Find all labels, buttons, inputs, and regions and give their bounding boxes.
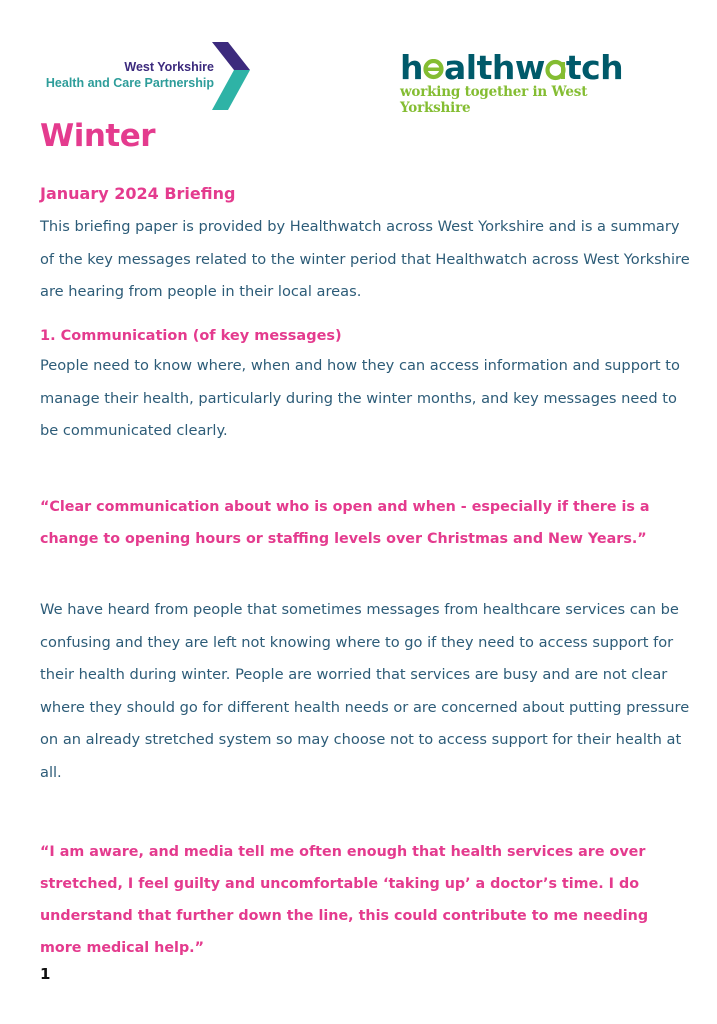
speech-bubble-e-icon (423, 52, 444, 74)
confusing-messages-paragraph: We have heard from people that sometimes messages from healthcare services can be confusing and they are left not knowing where to go if they need to access support for their health during winter. People are worried that services are busy and are not clear where they should go for different health needs or are concerned about putting pressure on an already stretched system so may choose not to access support for their health at all. (40, 601, 690, 781)
speech-bubble-a-icon (545, 52, 566, 74)
healthwatch-wordmark: h althw tch (400, 48, 624, 87)
healthwatch-logo (400, 48, 660, 116)
quote-health-services-stretched: “I am aware, and media tell me often enough that health services are over stretched, I feel guilty and uncomfortable ‘taking up’ a doctor’s time. I do understand that further down the line, this could contribute to me needing more medical help.” (40, 844, 649, 956)
chevron-logo-icon (208, 42, 253, 112)
wy-logo-line1: West Yorkshire (124, 60, 214, 74)
section-heading-communication: 1. Communication (of key messages) (40, 328, 342, 344)
briefing-intro-paragraph: This briefing paper is provided by Healthwatch across West Yorkshire and is a summary of the key messages related to the winter period that Healthwatch across West Yorkshire are hearing from people in their local areas. (40, 218, 690, 300)
communication-paragraph: People need to know where, when and how they can access information and support to manage their health, particularly during the winter months, and key messages need to be communicated clearly. (40, 357, 680, 439)
page-number: 1 (40, 965, 51, 983)
wy-logo-line2: Health and Care Partnership (45, 76, 214, 90)
west-yorkshire-partnership-logo (38, 42, 253, 112)
page-title: Winter (40, 118, 156, 154)
briefing-heading: January 2024 Briefing (40, 184, 236, 203)
quote-clear-communication: “Clear communication about who is open and when - especially if there is a change to opening hours or staffing levels over Christmas and New Years.” (40, 499, 650, 547)
healthwatch-tagline: working together in West Yorkshire (400, 84, 588, 116)
